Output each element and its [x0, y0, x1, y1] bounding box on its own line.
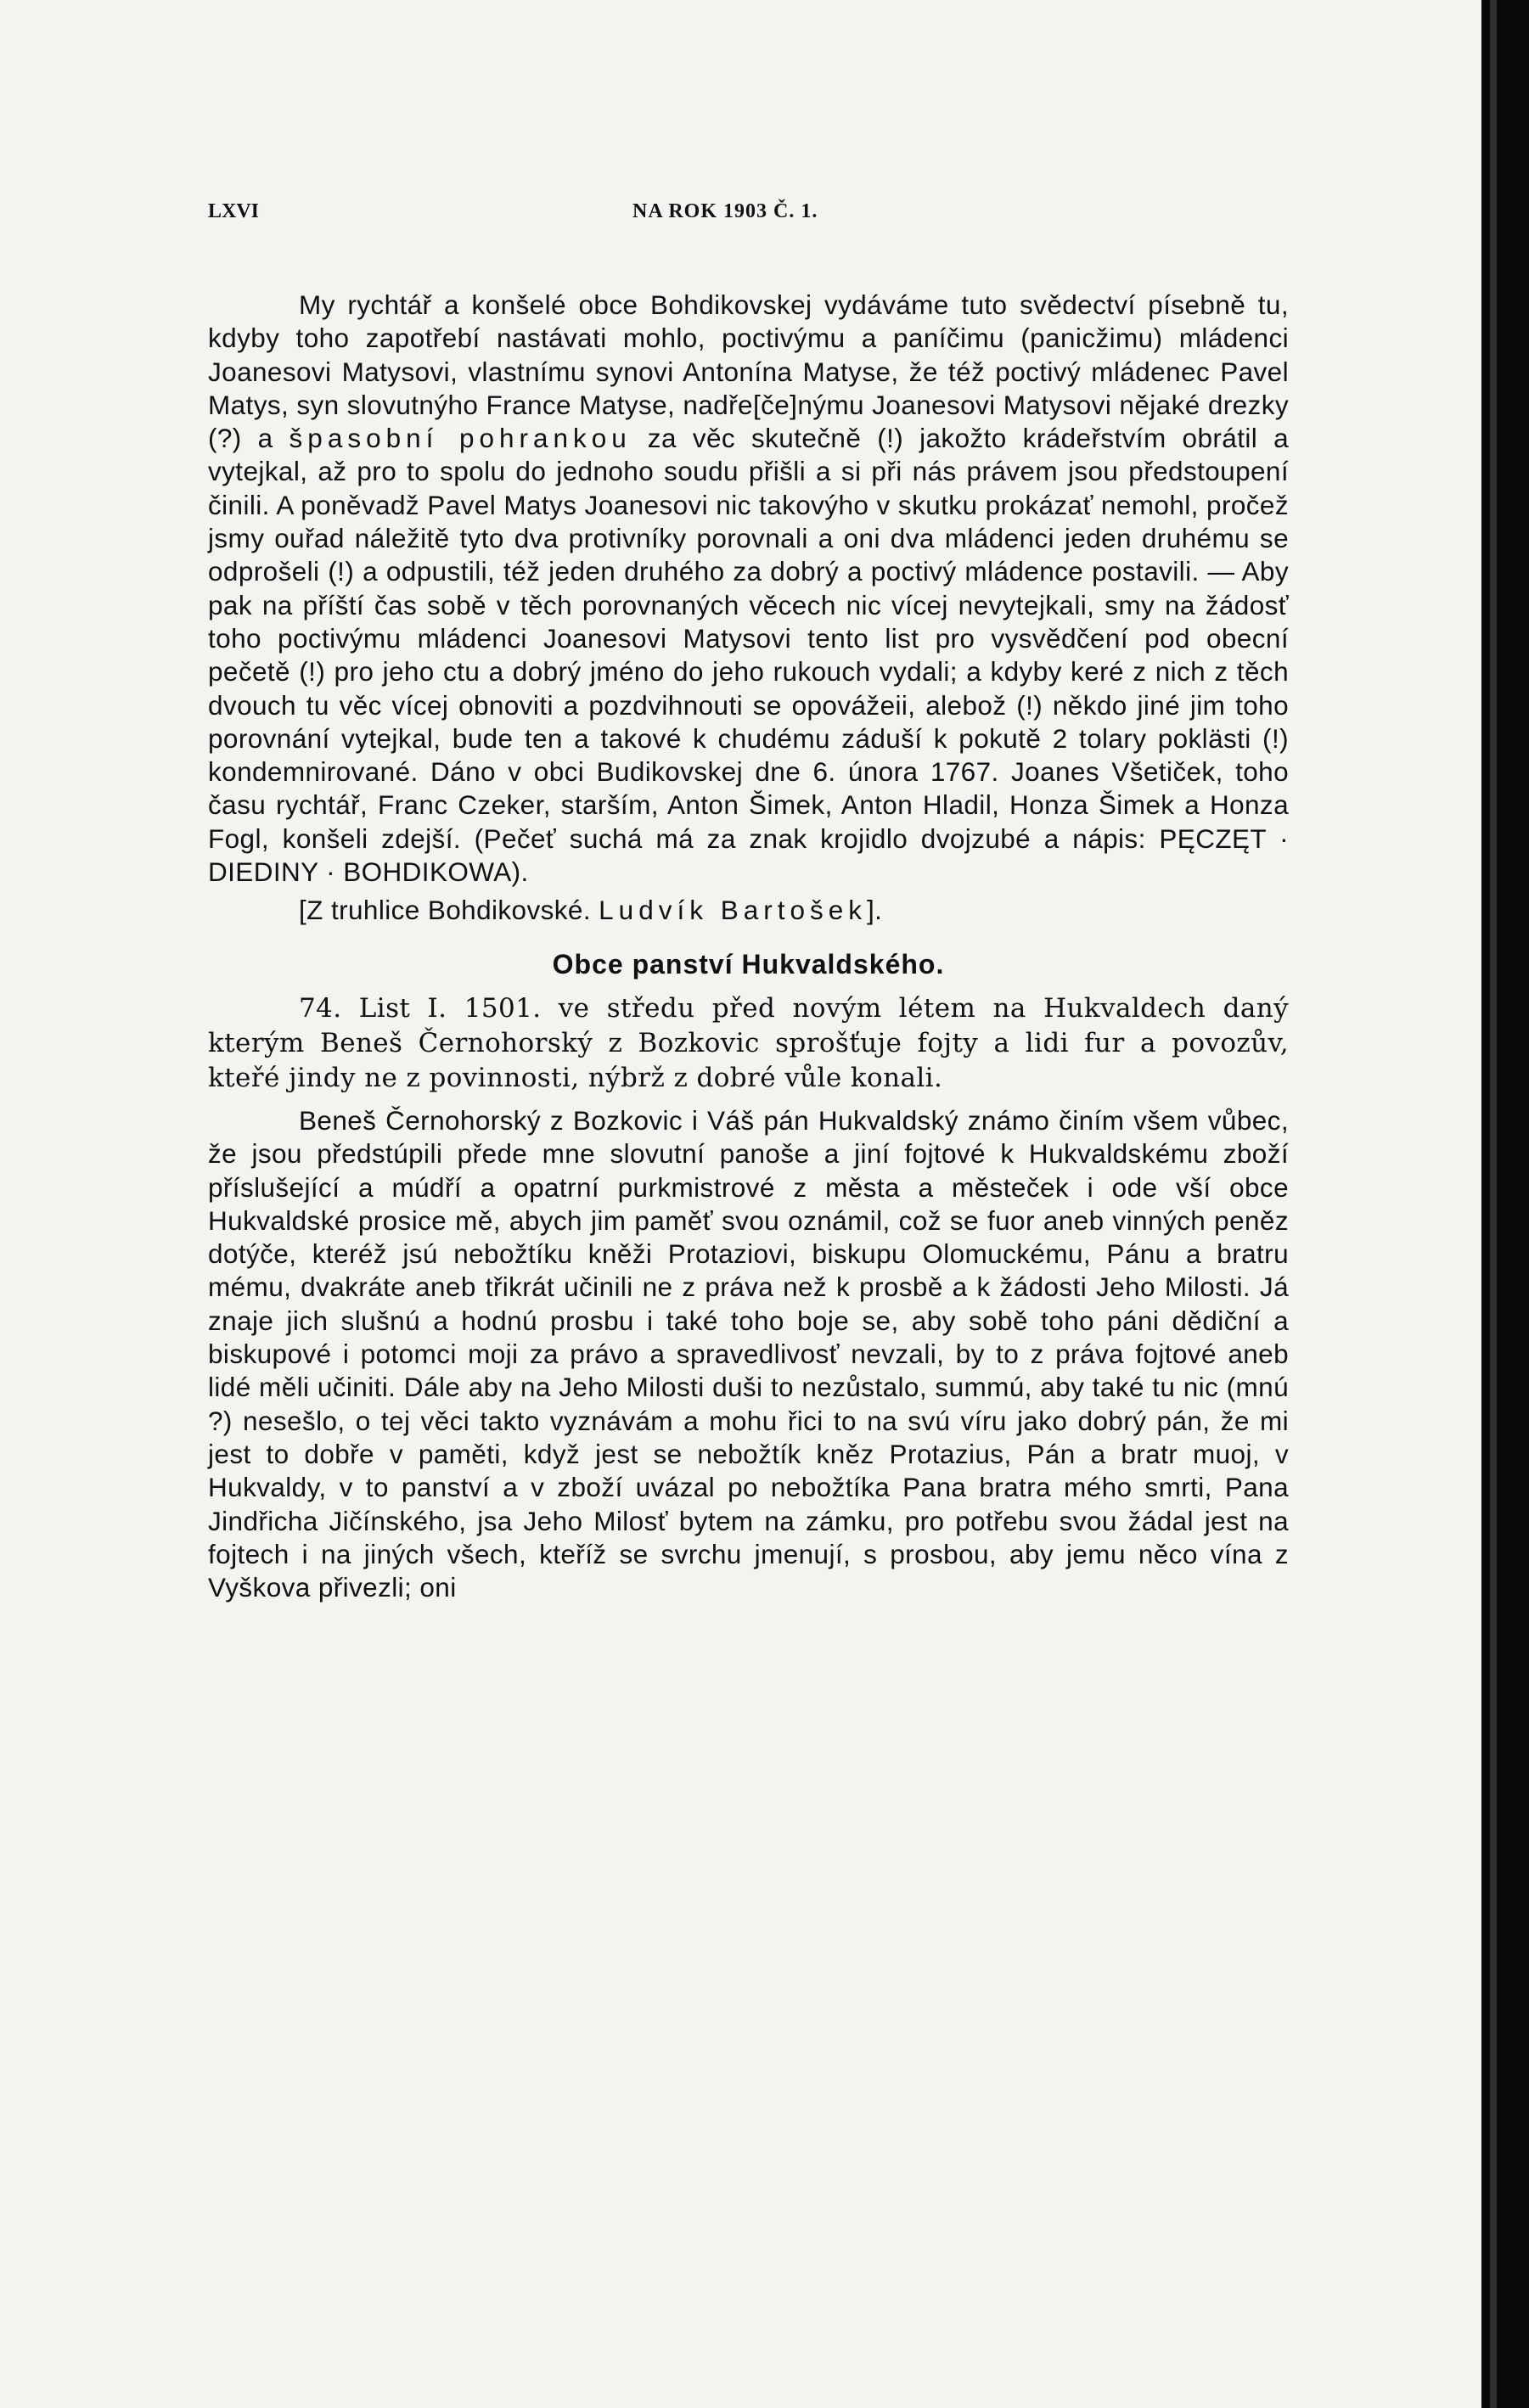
charter-paragraph — [208, 289, 1289, 889]
entry-74-heading: 74. List I. 1501. ve středu před novým létem na Hukvaldech daný kterým Beneš Černohorský z Bozkovic sprošťuje fojty a lidi fur a povozův, kteřé jindy ne z povinnosti, nýbrž z dobré vůle konali. — [208, 992, 1289, 1093]
running-title: NA ROK 1903 Č. 1. — [632, 200, 818, 222]
page-number: LXVI — [208, 200, 260, 222]
source-author: Ludvík Bartošek — [599, 895, 868, 926]
source-location: [Z truhlice Bohdikovské. — [299, 895, 591, 926]
charter-text-part-1: My rychtář a konšelé obce Bohdikovskej vydáváme tuto svědectví písebně tu, kdyby toho zapotřebí nastávati mohlo, poctivýmu a paníčimu (panicžimu) mládenci Joanesovi Matysovi, vlastnímu synovi Antonína Matyse, že též poctivý mládenec Pavel Matys, syn slovutnýho France Matyse, nadře[če]nýmu Joanesovi Matysovi nějaké drezky (?) a — [208, 289, 1289, 454]
source-note — [208, 894, 1289, 927]
entry-74-paragraph: Beneš Černohorský z Bozkovic i Váš pán Hukvaldský známo činím všem vůbec, že jsou předstúpili přede mne slovutní panoše a jiní fojtové k Hukvaldskému zboží příslušející a múdří a opatrní purkmistrové z města a městeček i ode vší obce Hukvaldské prosice mě, abych jim paměť svou oznámil, což se fuor aneb vinných peněz dotýče, kteréž jsú nebožtíku kněži Protaziovi, biskupu Olomuckému, Pánu a bratru mému, dvakráte aneb třikrát učinili ne z práva než k prosbě a k žádosti Jeho Milosti. Já znaje jich slušnú a hodnú prosbu i také toho boje se, aby sobě toho páni dědiční a biskupové i potomci moji za právo a spravedlivosť nevzali, by to z práva fojtové aneb lidé měli učiniti. Dále aby na Jeho Milosti duši to nezůstalo, summú, aby také tu nic (mnú ?) nesešlo, o tej věci takto vyznávám a mohu řici to na svú víru jako dobrý pán, že mi jest to dobře v paměti, když jest se nebožtík kněz Protazius, Pán a bratr muoj, v Hukvaldy, v to panství a v zboží uvázal po nebožtíka Pana bratra mého smrti, Pana Jindřicha Jičínského, jsa Jeho Milosť bytem na zámku, pro potřebu svou žádal jest na fojtech i na jiných všech, kteříž se svrchu jmenují, s prosbou, aby jemu něco vína z Vyškova přivezli; oni — [208, 1104, 1289, 1603]
source-close: ]. — [867, 895, 883, 926]
scan-edge-strip — [1490, 0, 1497, 2408]
section-heading: Obce panství Hukvaldského. — [552, 948, 945, 979]
page-body — [208, 289, 1289, 1604]
scan-right-edge — [1481, 0, 1529, 2408]
charter-text-part-2: za věc skutečně (!) jakožto krádeřstvím obrátil a vytejkal, až pro to spolu do jednoho soudu přišli a si při nás právem jsou předstoupení činili. A poněvadž Pavel Matys Joanesovi nic takovýho v skutku prokázať nemohl, pročež jsmy ouřad náležitě tyto dva protivníky porovnali a oni dva mládenci jeden druhému se odprošeli (!) a odpustili, též jeden druhého za dobrý a poctivý mládence postavili. — Aby pak na příští čas sobě v těch porovnaných věcech nic vícej nevytejkali, smy na žádosť toho poctivýmu mládenci Joanesovi Matysovi tento list pro vysvědčení pod obecní pečetě (!) pro jeho ctu a dobrý jméno do jeho rukouch vydali; a kdyby keré z nich z těch dvouch tu věc vícej obnoviti a pozdvihnouti se opovážeii, alebož (!) někdo jiné jim toho porovnání vytejkal, bude ten a takové k chudému záduší k pokutě 2 tolary poklästi (!) kondemnirované. Dáno v obci Budikovskej dne 6. února 1767. Joanes Všetiček, toho času rychtář, Franc Czeker, starším, Anton Šimek, Anton Hladil, Honza Šimek a Honza Fogl, konšeli zdejší. (Pečeť suchá má za znak krojidlo dvojzubé a nápis: PĘCZĘT · DIEDINY · BOHDIKOWA). — [208, 423, 1290, 888]
spaced-phrase: špasobní pohrankou — [289, 423, 632, 454]
